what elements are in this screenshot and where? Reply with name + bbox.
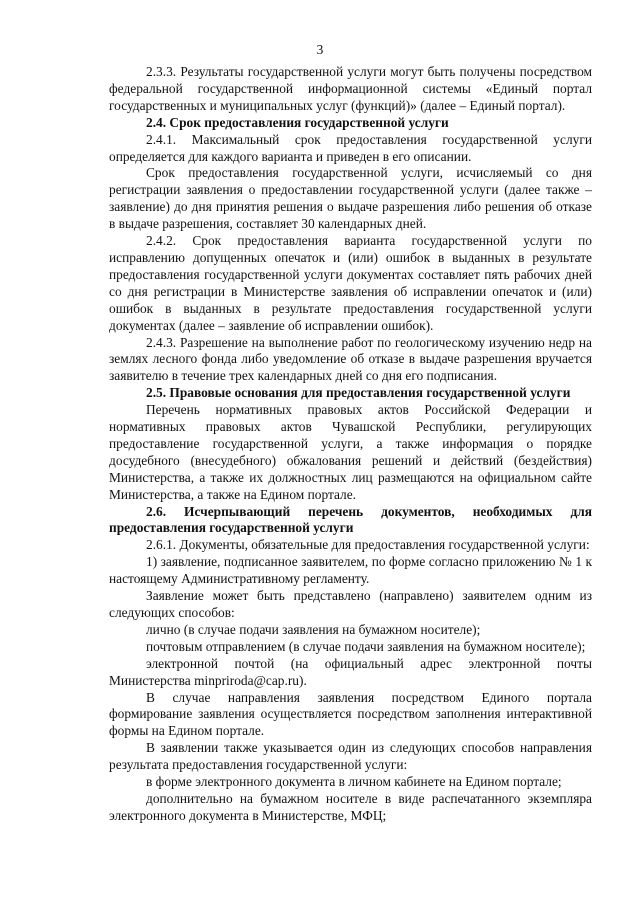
- paragraph: В случае направления заявления посредством Единого портала формирование заявления осуществляется посредством заполнения интерактивной формы на Едином портале.: [109, 689, 592, 739]
- paragraph: 2.3.3. Результаты государственной услуги могут быть получены посредством федеральной государственной информационной системы «Единый портал государственных и муниципальных услуг (функций)» (далее – Единый портал).: [109, 64, 592, 113]
- paragraph: электронной почтой (на официальный адрес электронной почты Министерства minpriroda@cap.ru).: [109, 655, 592, 688]
- section-heading: 2.5. Правовые основания для предоставления государственной услуги: [146, 385, 571, 401]
- paragraph: 2.6.1. Документы, обязательные для предоставления государственной услуги:: [146, 537, 590, 553]
- paragraph: В заявлении также указывается один из следующих способов направления результата предоставления государственной услуги:: [109, 740, 592, 773]
- section-heading: 2.4. Срок предоставления государственной услуги: [146, 114, 449, 130]
- paragraph: Срок предоставления государственной услуги, исчисляемый со дня регистрации заявления о предоставлении государственной услуги (далее также – заявление) до дня принятия решения о выдаче разрешения либо решения об отказе в выдаче разрешения, составляет 30 календарных дней.: [109, 165, 592, 232]
- paragraph: лично (в случае подачи заявления на бумажном носителе);: [146, 621, 481, 637]
- paragraph: дополнительно на бумажном носителе в виде распечатанного экземпляра электронного документа в Министерстве, МФЦ;: [109, 790, 592, 823]
- document-body: [109, 64, 592, 825]
- paragraph: Перечень нормативных правовых актов Российской Федерации и нормативных правовых актов Чувашской Республики, регулирующих предоставление государственной услуги, а также информация о порядке досудебного (внесудебного) обжалования решений и действий (бездействия) Министерства, а также их должностных лиц размещаются на официальном сайте Министерства, а также на Едином портале.: [109, 402, 592, 502]
- paragraph: 2.4.2. Срок предоставления варианта государственной услуги по исправлению допущенных опечаток и (или) ошибок в выданных в результате предоставления государственной услуги документах составляет пять рабочих дней со дня регистрации в Министерстве заявления об исправлении опечаток и (или) ошибок в выданных в результате предоставления государственной услуги документах (далее – заявление об исправлении ошибок).: [109, 233, 592, 333]
- paragraph: 2.4.3. Разрешение на выполнение работ по геологическому изучению недр на землях лесного фонда либо уведомление об отказе в выдаче разрешения вручается заявителю в течение трех календарных дней со дня его подписания.: [109, 334, 592, 384]
- paragraph: почтовым отправлением (в случае подачи заявления на бумажном носителе);: [146, 638, 586, 654]
- section-heading: 2.6. Исчерпывающий перечень документов, необходимых для предоставления государственной услуги: [109, 503, 592, 536]
- paragraph: 2.4.1. Максимальный срок предоставления государственной услуги определяется для каждого варианта и приведен в его описании.: [109, 131, 592, 164]
- paragraph: в форме электронного документа в личном кабинете на Едином портале;: [146, 774, 562, 790]
- page-number: 3: [316, 42, 324, 57]
- paragraph: Заявление может быть представлено (направлено) заявителем одним из следующих способов:: [109, 588, 592, 620]
- paragraph: 1) заявление, подписанное заявителем, по форме согласно приложению № 1 к настоящему Административному регламенту.: [109, 554, 592, 587]
